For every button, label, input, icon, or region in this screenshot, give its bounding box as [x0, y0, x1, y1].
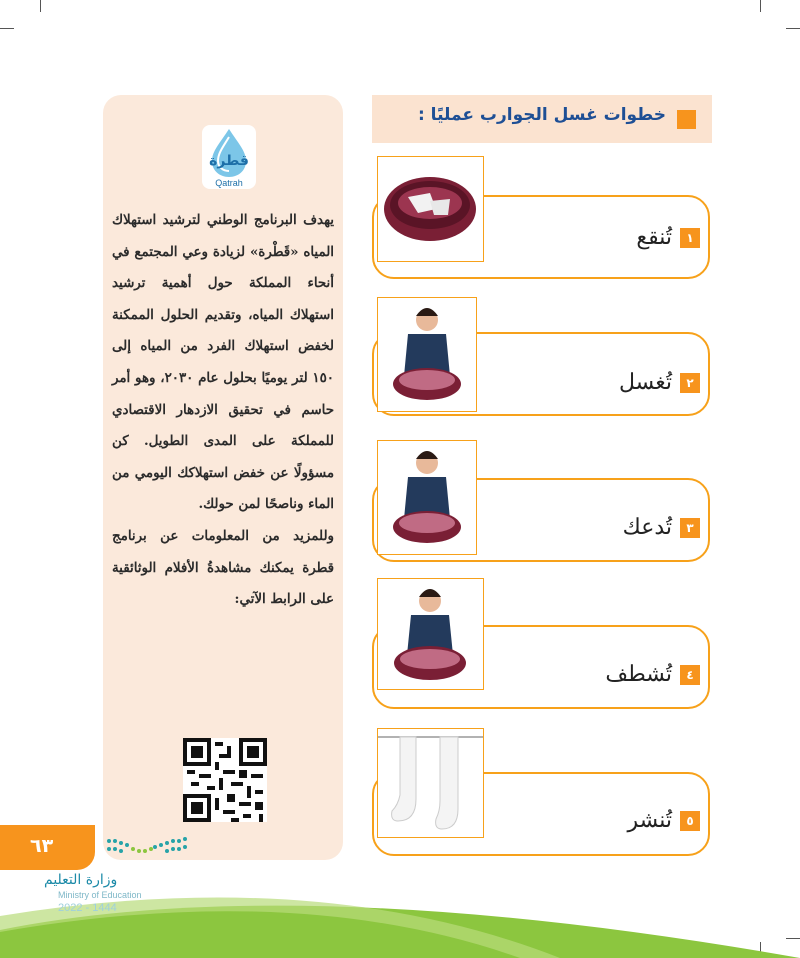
crop-mark	[0, 28, 14, 29]
info-text	[112, 205, 334, 616]
rinsing-photo	[377, 578, 484, 690]
qr-code[interactable]	[183, 738, 267, 822]
step-label-1	[636, 225, 700, 250]
hanging-socks-photo	[377, 728, 484, 838]
step-number-4: ٤	[680, 665, 700, 685]
step-number-3: ٣	[680, 518, 700, 538]
step-label-4	[605, 662, 700, 687]
ministry-name-ar: وزارة التعليم	[44, 872, 118, 888]
scrubbing-photo	[377, 440, 477, 555]
step-word-4: تُشطف	[605, 662, 672, 687]
step-label-5	[627, 808, 700, 833]
svg-text:Qatrah: Qatrah	[215, 178, 243, 188]
steps-title: خطوات غسل الجوارب عمليًا :	[417, 105, 666, 125]
qatrah-logo	[202, 125, 256, 189]
step-word-2: تُغسل	[618, 370, 672, 395]
crop-mark	[760, 0, 761, 12]
edition-year: 2022 - 1444	[58, 902, 117, 914]
steps-header	[372, 95, 712, 143]
step-number-2: ٢	[680, 373, 700, 393]
step-word-1: تُنقع	[636, 225, 672, 250]
footer-wave	[0, 870, 800, 958]
info-paragraph-2: وللمزيد من المعلومات عن برنامج قطرة يمكنك مشاهدةُ الأفلام الوثائقية على الرابط الآتي:	[112, 527, 334, 608]
svg-text:قطرة: قطرة	[209, 153, 249, 169]
step-label-3	[623, 515, 700, 540]
crop-mark	[40, 0, 41, 12]
washing-photo	[377, 297, 477, 412]
step-word-3: تُدعك	[622, 515, 672, 540]
header-square-icon	[677, 110, 696, 129]
page-number: ٦٣	[30, 835, 54, 857]
ministry-name-en: Ministry of Education	[58, 890, 142, 900]
info-paragraph-1: يهدف البرنامج الوطني لترشيد استهلاك المياه «قَطْرة» لزيادة وعي المجتمع في أنحاء المملكة حول أهمية ترشيد استهلاك المياه، وتقديم الحلول الممكنة لخفض استهلاك الفرد من المياه إلى ١٥٠ لتر يوميًا بحلول عام ٢٠٣٠، وهو أمر حاسم في تحقيق الازدهار الاقتصادي للمملكة على المدى الطويل. كن مسؤولًا عن خفض استهلاكك اليومي من الماء وناصحًا لمن حولك.	[112, 212, 334, 513]
step-label-2	[619, 370, 700, 395]
step-word-5: تُنشر	[627, 808, 672, 833]
vision-logo-icon	[105, 835, 195, 859]
basin-photo	[377, 156, 484, 262]
crop-mark	[786, 28, 800, 29]
step-number-1: ١	[680, 228, 700, 248]
step-number-5: ٥	[680, 811, 700, 831]
page-number-tab	[0, 825, 95, 870]
